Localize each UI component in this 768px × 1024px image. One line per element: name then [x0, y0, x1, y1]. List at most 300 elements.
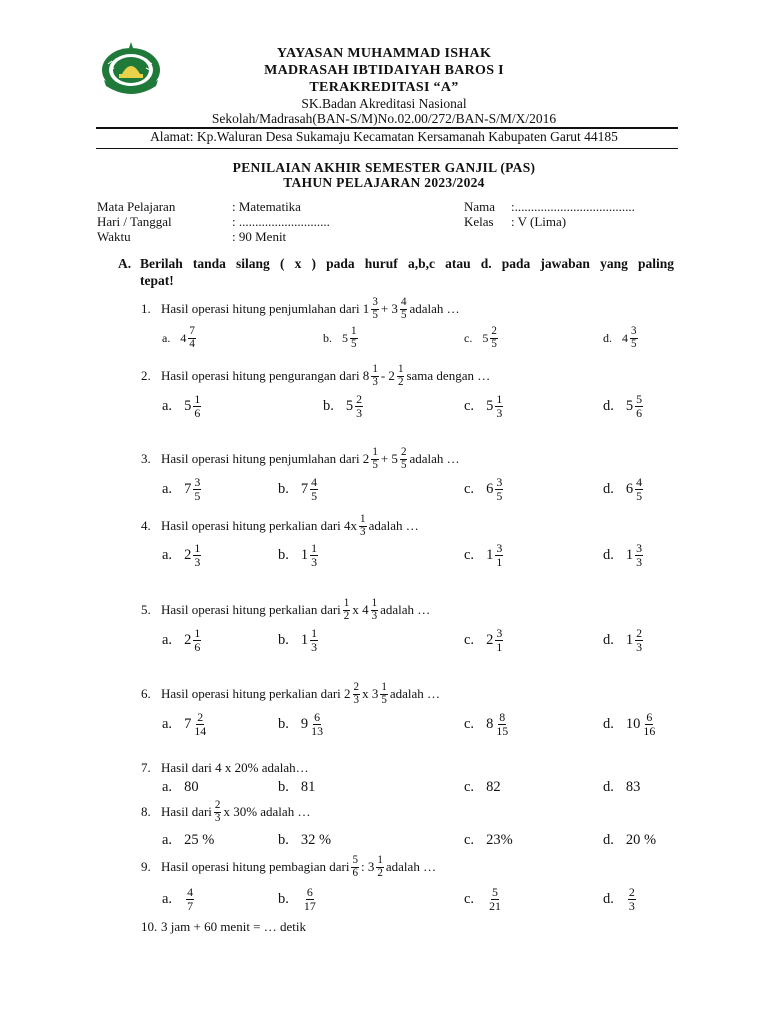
option-mixed-number [184, 393, 203, 419]
question-text-mid: x 4 [352, 602, 369, 618]
fraction-numerator: 3 [372, 296, 378, 308]
option-b[interactable] [323, 393, 365, 419]
fraction-denominator: 5 [400, 308, 407, 321]
question-text-mid: + 5 [380, 451, 398, 467]
fraction-numerator: 4 [400, 296, 407, 308]
option-label: b. [278, 631, 289, 648]
fraction-numerator: 2 [636, 626, 643, 640]
question-text: Hasil dari [161, 804, 212, 820]
time-value: : 90 Menit [232, 229, 287, 244]
fraction [628, 886, 636, 912]
option-mixed-number [486, 627, 505, 653]
fraction-denominator: 5 [381, 693, 387, 706]
fraction-numerator: 1 [351, 325, 357, 337]
question-text: Hasil operasi hitung perkalian dari 2 [161, 686, 351, 702]
option-label: d. [603, 631, 614, 648]
option-label: c. [464, 779, 475, 795]
exam-year: TAHUN PELAJARAN 2023/2024 [283, 175, 485, 190]
fraction [310, 711, 324, 737]
option-label: a. [162, 832, 173, 848]
option-mixed-number [626, 627, 645, 653]
option-mixed-number [184, 627, 203, 653]
option-c[interactable] [464, 476, 505, 502]
question-text-end: adalah … [368, 518, 419, 534]
question-6 [141, 682, 440, 706]
option-mixed-number [486, 542, 505, 568]
fraction [310, 542, 318, 568]
question-number: 3. [141, 451, 151, 467]
fraction [495, 711, 509, 737]
question-number: 8. [141, 804, 151, 820]
fraction [400, 447, 408, 471]
option-whole: 7 [184, 480, 192, 497]
option-d[interactable] [603, 393, 645, 419]
fraction-denominator: 3 [371, 609, 378, 622]
option-d[interactable] [603, 627, 645, 653]
question-text-mid: : 3 [360, 859, 375, 875]
fraction [642, 711, 656, 737]
option-d[interactable] [603, 542, 645, 568]
question-number: 2. [141, 368, 151, 384]
fraction [630, 326, 638, 350]
option-whole: 5 [625, 397, 634, 414]
fraction-denominator: 5 [194, 488, 201, 503]
fraction-denominator: 14 [194, 723, 207, 738]
option-value: 20 % [625, 832, 657, 848]
fraction-denominator: 2 [397, 375, 404, 388]
option-mixed-number [626, 886, 638, 912]
header-foundation: YAYASAN MUHAMMAD ISHAK [276, 46, 492, 61]
option-mixed-number [486, 886, 504, 912]
fraction [371, 598, 379, 622]
option-mixed-number [301, 476, 320, 502]
question-3 [141, 447, 460, 471]
fraction-numerator: 1 [381, 681, 387, 693]
fraction [371, 297, 379, 321]
option-b[interactable] [278, 832, 331, 849]
option-whole: 2 [184, 546, 192, 563]
option-mixed-number [486, 393, 505, 419]
header-ban-number: Sekolah/Madrasah(BAN-S/M)No.02.00/272/BAN-S/M/X/2016 [211, 111, 557, 126]
fraction [188, 326, 196, 350]
question-text: Hasil operasi hitung penjumlahan dari 1 [161, 301, 370, 317]
header-accreditation: TERAKREDITASI “A” [309, 80, 459, 95]
exam-title: PENILAIAN AKHIR SEMESTER GANJIL (PAS) [232, 160, 536, 175]
fraction-numerator: 3 [496, 475, 503, 489]
question-2 [141, 364, 490, 388]
option-mixed-number [180, 326, 198, 350]
option-c[interactable] [464, 393, 505, 419]
fraction-denominator: 2 [377, 866, 383, 879]
option-d[interactable] [603, 832, 656, 849]
option-label: a. [162, 546, 173, 563]
fraction-numerator: 2 [491, 325, 497, 337]
fraction [310, 627, 318, 653]
option-value: 83 [625, 779, 641, 795]
option-label: d. [603, 480, 614, 497]
fraction [397, 364, 405, 388]
option-mixed-number [184, 886, 196, 912]
fraction [214, 800, 222, 824]
option-whole: 2 [486, 631, 494, 648]
fraction [495, 476, 503, 502]
question-1 [141, 297, 460, 321]
fraction-numerator: 1 [194, 392, 201, 406]
fraction-numerator: 1 [496, 392, 503, 406]
option-d[interactable] [603, 886, 638, 912]
option-d[interactable] [603, 326, 640, 350]
option-b[interactable] [278, 627, 320, 653]
fraction-denominator: 2 [343, 609, 350, 622]
option-whole: 5 [482, 330, 489, 345]
fraction-numerator: 1 [194, 626, 201, 640]
fraction-denominator: 3 [214, 811, 221, 824]
fraction-denominator: 6 [194, 639, 201, 654]
fraction [355, 393, 363, 419]
option-whole: 1 [300, 546, 309, 563]
fraction-denominator: 3 [496, 405, 503, 420]
option-b[interactable] [278, 711, 326, 737]
option-c[interactable] [464, 711, 511, 737]
option-whole: 4 [180, 330, 187, 345]
fraction-denominator: 3 [636, 554, 643, 569]
option-whole: 5 [184, 397, 192, 414]
option-whole: 1 [300, 631, 309, 648]
option-label: a. [162, 330, 171, 345]
option-label: c. [464, 715, 475, 732]
option-label: d. [603, 779, 614, 795]
fraction [635, 542, 643, 568]
fraction-denominator: 5 [491, 337, 497, 350]
question-number: 6. [141, 686, 151, 702]
option-mixed-number [301, 627, 320, 653]
fraction-numerator: 2 [214, 799, 221, 811]
header-school-name: MADRASAH IBTIDAIYAH BAROS I [264, 63, 504, 78]
option-mixed-number [184, 711, 209, 737]
option-mixed-number [622, 326, 640, 350]
fraction-numerator: 2 [400, 446, 407, 458]
fraction [186, 886, 194, 912]
fraction-denominator: 3 [628, 898, 635, 913]
fraction-numerator: 1 [311, 626, 318, 640]
fraction-numerator: 8 [499, 710, 506, 724]
question-text: Hasil operasi hitung penjumlahan dari 2 [161, 451, 370, 467]
option-whole: 8 [486, 715, 494, 732]
option-whole: 1 [625, 546, 634, 563]
fraction-numerator: 3 [631, 325, 637, 337]
option-mixed-number [346, 393, 365, 419]
fraction-numerator: 4 [311, 475, 318, 489]
option-whole: 1 [625, 631, 634, 648]
option-a[interactable] [162, 476, 203, 502]
question-number: 10. [141, 919, 158, 934]
option-value: 80 [184, 779, 199, 795]
option-c[interactable] [464, 326, 500, 350]
option-label: b. [323, 330, 332, 345]
fraction-denominator: 17 [303, 898, 316, 913]
fraction [193, 627, 201, 653]
fraction-denominator: 4 [189, 337, 195, 350]
option-c[interactable] [464, 886, 504, 912]
option-b[interactable] [323, 326, 360, 350]
option-c[interactable] [464, 627, 505, 653]
option-whole: 7 [300, 480, 309, 497]
option-mixed-number [486, 476, 505, 502]
option-value: 23% [486, 832, 513, 848]
option-label: a. [162, 631, 173, 648]
option-mixed-number [482, 326, 500, 350]
fraction-numerator: 1 [372, 363, 378, 375]
question-text: Hasil operasi hitung perkalian dari 4x [161, 518, 358, 534]
fraction-numerator: 5 [636, 392, 643, 406]
day-value: : ............................ [232, 214, 330, 229]
fraction-denominator: 1 [496, 639, 503, 654]
option-mixed-number [301, 711, 326, 737]
question-text-end: adalah … [409, 301, 460, 317]
fraction-denominator: 5 [311, 488, 318, 503]
header-divider-bottom [96, 148, 678, 149]
option-c[interactable] [464, 542, 505, 568]
option-a[interactable] [162, 779, 199, 796]
option-b[interactable] [278, 886, 319, 912]
option-mixed-number [184, 476, 203, 502]
fraction-denominator: 6 [352, 866, 358, 879]
option-value: 82 [486, 779, 501, 795]
option-label: a. [162, 779, 173, 795]
fraction [350, 326, 358, 350]
subject-label: Mata Pelajaran [97, 199, 176, 214]
option-a[interactable] [162, 627, 203, 653]
question-text-end: adalah … [385, 859, 437, 875]
fraction-denominator: 3 [356, 405, 363, 420]
option-mixed-number [486, 711, 511, 737]
option-value: 25 % [184, 832, 215, 848]
question-8 [141, 800, 310, 824]
class-value: : V (Lima) [511, 214, 567, 229]
option-label: b. [323, 397, 334, 414]
option-b[interactable] [278, 542, 320, 568]
fraction-numerator: 1 [371, 597, 378, 609]
fraction-numerator: 4 [187, 885, 194, 899]
fraction-numerator: 6 [314, 710, 321, 724]
fraction [495, 542, 503, 568]
option-label: c. [464, 890, 475, 907]
section-letter: A. [118, 256, 132, 271]
fraction-numerator: 3 [194, 475, 201, 489]
option-mixed-number [342, 326, 360, 350]
option-label: b. [278, 480, 289, 497]
fraction-numerator: 3 [636, 541, 643, 555]
fraction-denominator: 5 [400, 458, 407, 471]
option-a[interactable] [162, 886, 196, 912]
option-mixed-number [626, 711, 658, 737]
fraction-numerator: 7 [189, 325, 195, 337]
fraction [353, 682, 361, 706]
question-text: Hasil operasi hitung pembagian dari [161, 859, 350, 875]
option-whole: 5 [342, 330, 348, 345]
fraction-numerator: 1 [194, 541, 201, 555]
fraction-numerator: 6 [306, 885, 313, 899]
option-label: c. [464, 397, 475, 414]
option-b[interactable] [278, 476, 320, 502]
option-d[interactable] [603, 779, 640, 796]
option-whole: 9 [300, 715, 309, 732]
option-a[interactable] [162, 832, 214, 849]
name-label: Nama [464, 199, 496, 214]
fraction-denominator: 5 [496, 488, 503, 503]
fraction-denominator: 3 [194, 554, 201, 569]
fraction-numerator: 5 [492, 885, 498, 899]
fraction-denominator: 3 [360, 525, 366, 538]
option-mixed-number [301, 886, 319, 912]
option-label: c. [464, 330, 473, 345]
option-whole: 5 [486, 397, 494, 414]
fraction-denominator: 13 [311, 723, 324, 738]
question-text-end: adalah … [380, 602, 431, 618]
fraction-numerator: 3 [496, 541, 503, 555]
header-address: Alamat: Kp.Waluran Desa Sukamaju Kecamatan Kersamanah Kabupaten Garut 44185 [150, 129, 618, 144]
option-whole: 6 [625, 480, 634, 497]
question-text-mid: + 3 [380, 301, 398, 317]
option-label: d. [603, 330, 612, 345]
day-label: Hari / Tanggal [97, 214, 172, 229]
question-text: Hasil operasi hitung perkalian dari [161, 602, 341, 618]
question-text-end: sama dengan … [406, 368, 491, 384]
fraction-numerator: 2 [197, 710, 204, 724]
option-label: b. [278, 715, 289, 732]
option-label: c. [464, 546, 475, 563]
option-label: d. [603, 832, 614, 848]
question-9 [141, 855, 436, 879]
fraction-denominator: 5 [636, 488, 643, 503]
fraction-numerator: 1 [377, 854, 383, 866]
fraction-numerator: 2 [353, 681, 360, 693]
question-text-end: adalah … [409, 451, 460, 467]
fraction-denominator: 6 [194, 405, 201, 420]
fraction [490, 326, 498, 350]
option-label: b. [278, 546, 289, 563]
question-number: 5. [141, 602, 151, 618]
question-4 [141, 514, 419, 538]
fraction-numerator: 5 [352, 854, 358, 866]
fraction-denominator: 16 [643, 723, 656, 738]
question-text-mid: x 30% adalah … [223, 804, 311, 820]
fraction-denominator: 5 [372, 308, 378, 321]
option-label: b. [278, 832, 289, 848]
fraction-denominator: 5 [351, 337, 357, 350]
option-label: c. [464, 832, 475, 848]
option-mixed-number [184, 542, 203, 568]
question-number: 1. [141, 301, 151, 317]
fraction [371, 447, 379, 471]
fraction [495, 393, 503, 419]
option-mixed-number [626, 542, 645, 568]
option-label: a. [162, 715, 173, 732]
time-label: Waktu [97, 229, 131, 244]
fraction-denominator: 6 [636, 405, 643, 420]
option-mixed-number [626, 476, 645, 502]
fraction [400, 297, 408, 321]
fraction [380, 682, 388, 706]
fraction-numerator: 3 [496, 626, 503, 640]
option-a[interactable] [162, 326, 198, 350]
option-whole: 2 [184, 631, 192, 648]
option-a[interactable] [162, 393, 203, 419]
option-whole: 7 [184, 715, 192, 732]
fraction-denominator: 5 [631, 337, 637, 350]
fraction-denominator: 7 [187, 898, 194, 913]
fraction [303, 886, 317, 912]
header-sk: SK.Badan Akreditasi Nasional [301, 96, 467, 111]
option-whole: 5 [345, 397, 354, 414]
option-label: d. [603, 890, 614, 907]
question-text-mid: x 3 [362, 686, 379, 702]
fraction-denominator: 21 [489, 898, 501, 913]
option-a[interactable] [162, 542, 203, 568]
fraction-denominator: 3 [636, 639, 643, 654]
option-label: d. [603, 397, 614, 414]
fraction [635, 393, 643, 419]
option-label: b. [278, 890, 289, 907]
option-label: d. [603, 546, 614, 563]
fraction-numerator: 2 [356, 392, 363, 406]
option-a[interactable] [162, 711, 209, 737]
fraction [193, 393, 201, 419]
fraction-numerator: 1 [360, 513, 366, 525]
section-instruction: Berilah tanda silang ( x ) pada huruf a,b,c atau d. pada jawaban yang paling [140, 256, 674, 271]
question-number: 7. [141, 760, 151, 775]
option-whole: 4 [622, 330, 628, 345]
option-label: c. [464, 631, 475, 648]
question-10 [141, 919, 306, 935]
fraction [488, 886, 502, 912]
option-label: b. [278, 779, 289, 795]
option-mixed-number [301, 542, 320, 568]
option-label: a. [162, 397, 173, 414]
option-d[interactable] [603, 476, 645, 502]
option-label: a. [162, 480, 173, 497]
section-instruction-cont: tepat! [140, 273, 174, 288]
fraction-numerator: 1 [343, 597, 350, 609]
fraction [343, 598, 351, 622]
fraction [635, 627, 643, 653]
fraction [193, 542, 201, 568]
fraction [371, 364, 379, 388]
option-mixed-number [626, 393, 645, 419]
fraction-numerator: 6 [646, 710, 653, 724]
question-7 [141, 760, 309, 776]
option-d[interactable] [603, 711, 658, 737]
option-b[interactable] [278, 779, 315, 796]
fraction [359, 514, 367, 538]
option-c[interactable] [464, 832, 513, 849]
option-whole: 10 [625, 715, 641, 732]
option-value: 81 [300, 779, 316, 795]
option-c[interactable] [464, 779, 501, 796]
question-number: 9. [141, 859, 151, 875]
fraction-numerator: 1 [372, 446, 378, 458]
name-value: :..................................... [511, 199, 635, 214]
fraction [310, 476, 318, 502]
fraction-numerator: 1 [311, 541, 318, 555]
fraction [193, 476, 201, 502]
question-text: 3 jam + 60 menit = … detik [161, 919, 307, 934]
question-text-end: adalah … [389, 686, 441, 702]
fraction-denominator: 15 [496, 723, 509, 738]
fraction-denominator: 3 [353, 693, 360, 706]
fraction [376, 855, 384, 879]
option-label: a. [162, 890, 173, 907]
